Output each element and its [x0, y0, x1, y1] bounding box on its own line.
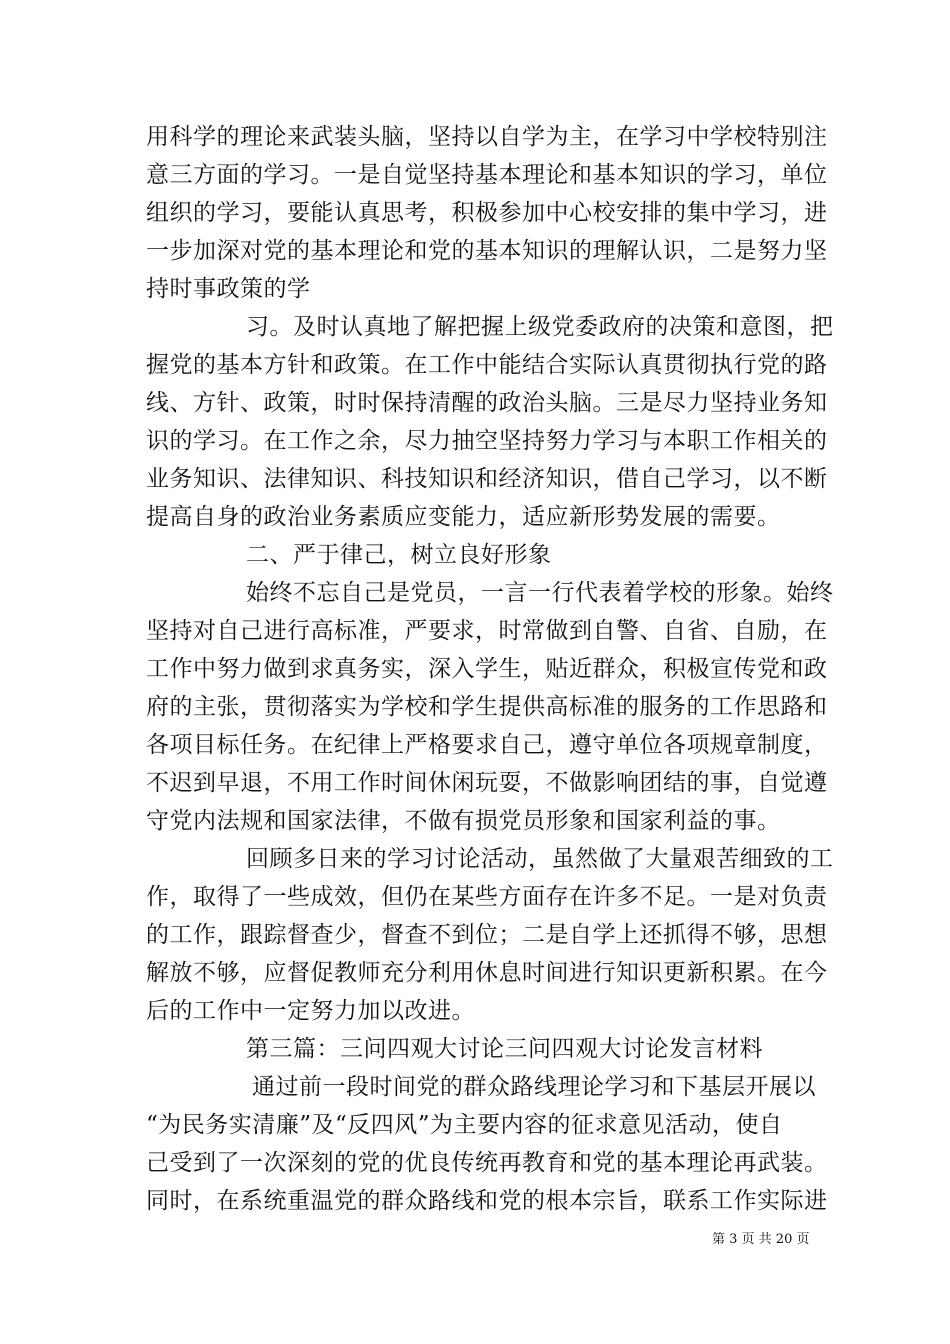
text-line: 提高自身的政治业务素质应变能力，适应新形势发展的需要。	[146, 504, 781, 530]
section-heading: 二、严于律己，树立良好形象	[246, 542, 552, 568]
text-line: 后的工作中一定努力加以改进。	[146, 998, 475, 1024]
text-line: 解放不够，应督促教师充分利用休息时间进行知识更新积累。在今	[146, 960, 828, 986]
page-number: 第 3 页 共 20 页	[712, 1232, 810, 1247]
text-line: 用科学的理论来武装头脑，坚持以自学为主，在学习中学校特别注	[146, 124, 828, 150]
text-line: 线、方针、政策，时时保持清醒的政治头脑。三是尽力坚持业务知	[146, 390, 828, 416]
text-line: 回顾多日来的学习讨论活动，虽然做了大量艰苦细致的工	[246, 846, 834, 872]
text-line: 守党内法规和国家法律，不做有损党员形象和国家利益的事。	[146, 808, 781, 834]
text-line: 业务知识、法律知识、科技知识和经济知识，借自己学习，以不断	[146, 466, 828, 492]
text-line: 己受到了一次深刻的党的优良传统再教育和党的基本理论再武装。	[146, 1150, 828, 1176]
text-line: 意三方面的学习。一是自觉坚持基本理论和基本知识的学习，单位	[146, 162, 828, 188]
text-line: 作，取得了一些成效，但仍在某些方面存在许多不足。一是对负责	[146, 884, 828, 910]
text-line: 坚持对自己进行高标准，严要求，时常做到自警、自省、自励，在	[146, 618, 828, 644]
text-line: 持时事政策的学	[146, 276, 311, 302]
text-line: 组织的学习，要能认真思考，积极参加中心校安排的集中学习，进	[146, 200, 828, 226]
text-line: 不迟到早退，不用工作时间休闲玩耍，不做影响团结的事，自觉遵	[146, 770, 828, 796]
text-line: 的工作，跟踪督查少，督查不到位；二是自学上还抓得不够，思想	[146, 922, 828, 948]
text-line: 同时，在系统重温党的群众路线和党的根本宗旨，联系工作实际进	[146, 1188, 828, 1214]
text-line: 工作中努力做到求真务实，深入学生，贴近群众，积极宣传党和政	[146, 656, 828, 682]
text-line: 始终不忘自己是党员，一言一行代表着学校的形象。始终	[246, 580, 834, 606]
section-heading: 第三篇：三问四观大讨论三问四观大讨论发言材料	[246, 1036, 763, 1062]
text-line: 通过前一段时间党的群众路线理论学习和下基层开展以	[252, 1074, 816, 1100]
text-line: 握党的基本方针和政策。在工作中能结合实际认真贯彻执行党的路	[146, 352, 828, 378]
text-line: 一步加深对党的基本理论和党的基本知识的理解认识，二是努力坚	[146, 238, 828, 264]
text-line: “为民务实清廉”及“反四风”为主要内容的征求意见活动，使自	[146, 1112, 783, 1138]
text-line: 府的主张，贯彻落实为学校和学生提供高标准的服务的工作思路和	[146, 694, 828, 720]
text-line: 各项目标任务。在纪律上严格要求自己，遵守单位各项规章制度，	[146, 732, 828, 758]
text-line: 识的学习。在工作之余，尽力抽空坚持努力学习与本职工作相关的	[146, 428, 828, 454]
text-line: 习。及时认真地了解把握上级党委政府的决策和意图，把	[246, 314, 834, 340]
